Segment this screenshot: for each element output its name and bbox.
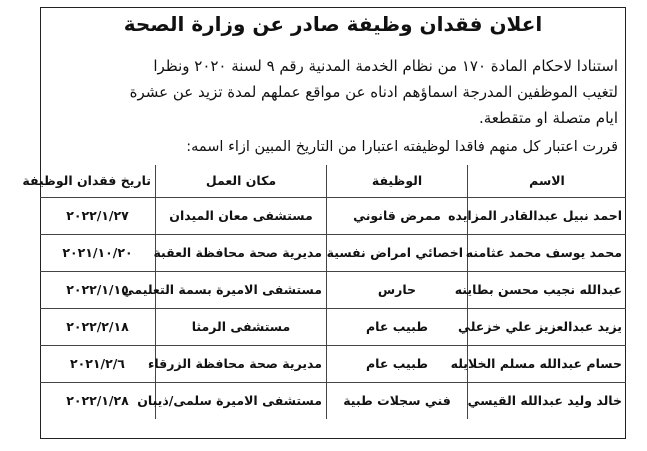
paragraph-line-2: لتغيب الموظفين المدرجة اسماؤهم ادناه عن مواقع عملهم لمدة تزيد عن عشرة: [129, 83, 618, 101]
row-job: فني سجلات طبية: [327, 382, 468, 419]
table-header-row: [40, 165, 626, 197]
row-place: مديرية صحة محافظة العقبة: [156, 234, 327, 271]
header-name: الاسم: [468, 165, 627, 197]
employees-table: [22, 165, 626, 419]
row-place: مستشفى الاميرة سلمى/ذيبان: [156, 382, 327, 419]
table-row: [40, 345, 626, 382]
row-place: مديرية صحة محافظة الزرقاء: [156, 345, 327, 382]
paragraph-line-1: استنادا لاحكام المادة ١٧٠ من نظام الخدمة المدنية رقم ٩ لسنة ٢٠٢٠ ونظرا: [153, 57, 618, 75]
paragraph-line-3: ايام متصلة او متقطعة.: [479, 109, 618, 127]
row-name: يزيد عبدالعزيز علي خزعلي: [468, 308, 627, 345]
table-row: [40, 308, 626, 345]
row-date: ٢٠٢١/٢/٦: [40, 345, 156, 382]
row-name: حسام عبدالله مسلم الخلايله: [468, 345, 627, 382]
decision-line: قررت اعتبار كل منهم فاقدا لوظيفته اعتبارا من التاريخ المبين ازاء اسمه:: [186, 139, 618, 155]
row-name: محمد يوسف محمد عثامنه: [468, 234, 627, 271]
header-job: الوظيفة: [327, 165, 468, 197]
row-job: طبيب عام: [327, 308, 468, 345]
row-date: ٢٠٢٢/١/١٥: [40, 271, 156, 308]
table-row: [40, 234, 626, 271]
row-job: ممرض قانوني: [327, 197, 468, 234]
row-name: عبدالله نجيب محسن بطاينه: [468, 271, 627, 308]
row-date: ٢٠٢١/١٠/٢٠: [40, 234, 156, 271]
row-job: اخصائي امراض نفسية: [327, 234, 468, 271]
row-date: ٢٠٢٢/١/٢٨: [66, 393, 129, 409]
table-row: [40, 271, 626, 308]
row-name: خالد وليد عبدالله القيسي: [468, 382, 627, 419]
row-date: ٢٠٢٢/٢/١٨: [40, 308, 156, 345]
header-date: تاريخ فقدان الوظيفة: [40, 165, 156, 197]
header-place: مكان العمل: [156, 165, 327, 197]
notice-title: اعلان فقدان وظيفة صادر عن وزارة الصحة: [123, 12, 543, 36]
table-row: [40, 382, 626, 419]
row-job: حارس: [327, 271, 468, 308]
row-place: مستشفى معان الميدان: [156, 197, 327, 234]
row-job: طبيب عام: [327, 345, 468, 382]
row-place: مستشفى الاميرة بسمة التعليمي: [156, 271, 327, 308]
table-row: [40, 197, 626, 234]
row-date: ٢٠٢٢/١/٢٧: [40, 197, 156, 234]
row-name: احمد نبيل عبدالقادر المزايده: [468, 197, 627, 234]
row-place: مستشفى الرمثا: [156, 308, 327, 345]
